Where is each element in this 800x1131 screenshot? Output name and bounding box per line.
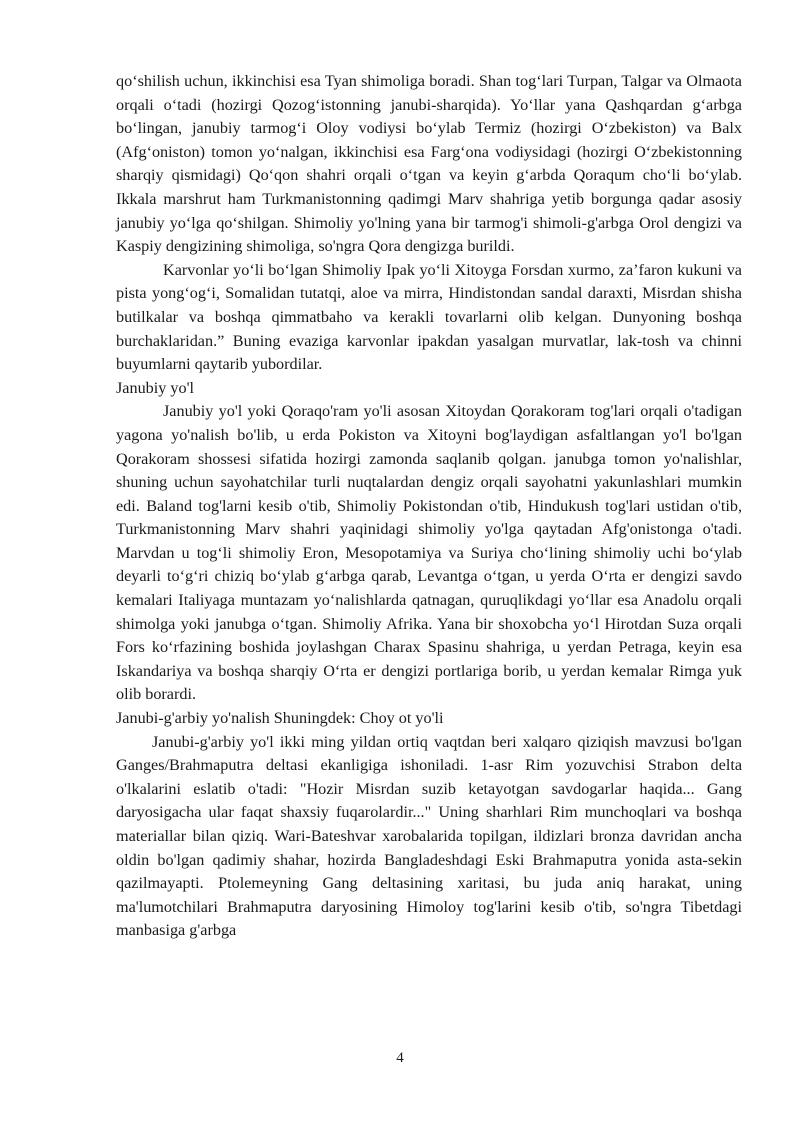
paragraph-northern-routes: qo‘shilish uchun, ikkinchisi esa Tyan shimoliga boradi. Shan tog‘lari Turpan, Talgar va Olmaota orqali o‘tadi (hozirgi Qozog‘istonning janubi-sharqida). Yo‘llar yana Qashqardan g‘arbga bo‘lingan, janubiy tarmog‘i Oloy vodiysi bo‘ylab Termiz (hozirgi O‘zbekiston) va Balx (Afg‘oniston) tomon yo‘nalgan, ikkinchisi esa Farg‘ona vodiysidagi (hozirgi O‘zbekistonning sharqiy qismidagi) Qo‘qon shahri orqali o‘tgan va keyin g‘arbda Qoraqum cho‘li bo‘ylab. Ikkala marshrut ham Turkmanistonning qadimgi Marv shahriga yetib borgunga qadar asosiy janubiy yo‘lga qo‘shilgan. Shimoliy yo'lning yana bir tarmog'i shimoli-g'arbga Orol dengizi va Kaspiy dengizining shimoliga, so'ngra Qora dengizga burildi. bbox=[116, 72, 742, 256]
paragraph-southwest-route: Janubi-g'arbiy yo'l ikki ming yildan ortiq vaqtdan beri xalqaro qiziqish mavzusi bo'lgan Ganges/Brahmaputra deltasi ekanligiga ishoniladi. 1-asr Rim yozuvchisi Strabon delta o'lkalarini eslatib o'tadi: "Hozir Misrdan suzib ketayotgan savdogarlar haqida... Gang daryosigacha ular faqat shaxsiy fuqarolardir..." Uning sharhlari Rim munchoqlari va boshqa materiallar bilan qiziq. Wari-Bateshvar xarobalarida topilgan, ildizlari bronza davridan ancha oldin bo'lgan qadimiy shahar, hozirda Bangladeshdagi Eski Brahmaputra yonida asta-sekin qazilmayapti. Ptolemeyning Gang deltasining xaritasi, bu juda aniq harakat, uning ma'lumotchilari Brahmaputra daryosining Himoloy tog'larini kesib o'tib, so'ngra Tibetdagi manbasiga g'arbga bbox=[116, 732, 742, 940]
section-heading-southern-route: Janubiy yo'l bbox=[116, 378, 195, 397]
section-heading-southwest-route: Janubi-g'arbiy yo'nalish Shuningdek: Choy ot yo'li bbox=[116, 709, 444, 728]
paragraph-caravan-goods: Karvonlar yo‘li bo‘lgan Shimoliy Ipak yo‘li Xitoyga Forsdan xurmo, za’faron kukuni va pista yong‘og‘i, Somalidan tutatqi, aloe va mirra, Hindistondan sandal daraxti, Misrdan shisha butilkalar va boshqa qimmatbaho va kerakli tovarlarni olib kelgan. Dunyoning boshqa burchaklaridan.” Buning evaziga karvonlar ipakdan yasalgan murvatlar, lak-tosh va chinni buyumlarni qaytarib yubordilar. bbox=[116, 260, 742, 374]
paragraph-southern-route: Janubiy yo'l yoki Qoraqo'ram yo'li asosan Xitoydan Qorakoram tog'lari orqali o'tadigan yagona yo'nalish bo'lib, u erda Pokiston va Xitoyni bog'laydigan asfaltlangan yo'l bo'lgan Qorakoram shossesi sifatida hozirgi zamonda saqlanib qolgan. janubga tomon yo'nalishlar, shuning uchun sayohatchilar turli nuqtalardan dengiz orqali sayohatni yakunlashlari mumkin edi. Baland tog'larni kesib o'tib, Shimoliy Pokistondan o'tib, Hindukush tog'lari ustidan o'tib, Turkmanistonning Marv shahri yaqinidagi shimoliy yo'lga qaytadan Afg'onistonga o'tadi. Marvdan u tog‘li shimoliy Eron, Mesopotamiya va Suriya cho‘lining shimoliy uchi bo‘ylab deyarli to‘g‘ri chiziq bo‘ylab g‘arbga qarab, Levantga o‘tgan, u yerda O‘rta er dengizi savdo kemalari Italiyaga muntazam yo‘nalishlarda qatnagan, quruqlikdagi yo‘llar esa Anadolu orqali shimolga yoki janubga o‘tgan. Shimoliy Afrika. Yana bir shoxobcha yo‘l Hirotdan Suza orqali Fors ko‘rfazining boshida joylashgan Charax Spasinu shahriga, u yerdan Petraga, keyin esa Iskandariya va boshqa sharqiy O‘rta er dengizi portlariga borib, u yerdan kemalar Rimga yuk olib borardi. bbox=[116, 402, 742, 704]
document-page bbox=[116, 70, 742, 943]
page-number: 4 bbox=[396, 1050, 404, 1066]
